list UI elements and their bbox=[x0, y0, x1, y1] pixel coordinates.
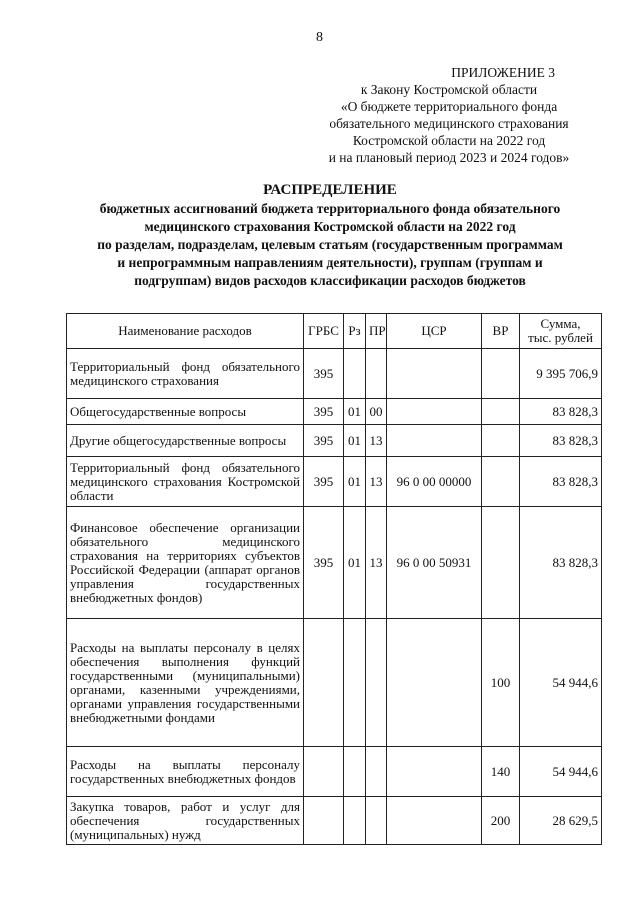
cell-name: Финансовое обеспечение организации обязательного медицинского страхования на территориях субъектов Российской Федерации (аппарат органов управления государственных внебюджетных фондов) bbox=[67, 507, 304, 619]
appendix-line: к Закону Костромской области bbox=[360, 82, 538, 97]
cell-sum: 83 828,3 bbox=[520, 457, 602, 507]
cell-rz: 01 bbox=[344, 425, 366, 457]
heading-line: по разделам, подразделам, целевым статьям (государственным программам bbox=[97, 237, 563, 252]
table-row bbox=[67, 425, 602, 457]
cell-pr bbox=[366, 797, 387, 845]
cell-pr: 13 bbox=[366, 425, 387, 457]
cell-grbs: 395 bbox=[304, 425, 344, 457]
heading-line: медицинского страхования Костромской области на 2022 год bbox=[144, 219, 516, 234]
cell-pr bbox=[366, 349, 387, 399]
cell-grbs bbox=[304, 797, 344, 845]
cell-sum: 9 395 706,9 bbox=[520, 349, 602, 399]
cell-grbs bbox=[304, 747, 344, 797]
cell-grbs: 395 bbox=[304, 399, 344, 425]
cell-pr: 00 bbox=[366, 399, 387, 425]
cell-csr bbox=[387, 349, 482, 399]
table-row bbox=[67, 349, 602, 399]
cell-name: Общегосударственные вопросы bbox=[67, 399, 304, 425]
cell-rz: 01 bbox=[344, 399, 366, 425]
budget-table bbox=[66, 313, 602, 845]
cell-vr bbox=[482, 457, 520, 507]
page-number: 8 bbox=[316, 30, 323, 45]
appendix-title: ПРИЛОЖЕНИЕ 3 bbox=[451, 65, 555, 80]
appendix-line: «О бюджете территориального фонда bbox=[340, 99, 558, 114]
table-row bbox=[67, 619, 602, 747]
cell-grbs bbox=[304, 619, 344, 747]
cell-rz bbox=[344, 747, 366, 797]
cell-vr bbox=[482, 507, 520, 619]
cell-vr bbox=[482, 349, 520, 399]
cell-csr bbox=[387, 747, 482, 797]
cell-sum: 28 629,5 bbox=[520, 797, 602, 845]
table-row bbox=[67, 797, 602, 845]
appendix-line: Костромской области на 2022 год bbox=[352, 133, 546, 148]
header-grbs: ГРБС bbox=[304, 314, 344, 349]
cell-vr bbox=[482, 425, 520, 457]
cell-rz bbox=[344, 797, 366, 845]
cell-name: Территориальный фонд обязательного медицинского страхования Костромской области bbox=[67, 457, 304, 507]
cell-sum: 83 828,3 bbox=[520, 425, 602, 457]
cell-vr bbox=[482, 399, 520, 425]
cell-rz: 01 bbox=[344, 507, 366, 619]
header-csr: ЦСР bbox=[387, 314, 482, 349]
cell-rz bbox=[344, 619, 366, 747]
cell-vr: 100 bbox=[482, 619, 520, 747]
cell-sum: 83 828,3 bbox=[520, 399, 602, 425]
cell-sum: 54 944,6 bbox=[520, 619, 602, 747]
cell-name: Расходы на выплаты персоналу государственных внебюджетных фондов bbox=[67, 747, 304, 797]
table-header-row bbox=[67, 314, 602, 349]
cell-csr bbox=[387, 797, 482, 845]
heading-line: бюджетных ассигнований бюджета территориального фонда обязательного bbox=[99, 201, 561, 216]
cell-csr bbox=[387, 425, 482, 457]
cell-name: Расходы на выплаты персоналу в целях обеспечения выполнения функций государственными (муниципальными) органами, казенными учреждениями, органами управления государственными внебюджетными фондами bbox=[67, 619, 304, 747]
cell-grbs: 395 bbox=[304, 457, 344, 507]
cell-grbs: 395 bbox=[304, 507, 344, 619]
cell-pr bbox=[366, 747, 387, 797]
table-row bbox=[67, 457, 602, 507]
appendix-line: обязательного медицинского страхования bbox=[329, 116, 569, 131]
cell-csr: 96 0 00 50931 bbox=[387, 507, 482, 619]
header-sum-line1: Сумма, bbox=[540, 316, 581, 331]
heading-title: РАСПРЕДЕЛЕНИЕ bbox=[263, 182, 397, 198]
table-row bbox=[67, 399, 602, 425]
table-row bbox=[67, 747, 602, 797]
table-row bbox=[67, 507, 602, 619]
cell-csr bbox=[387, 399, 482, 425]
cell-csr bbox=[387, 619, 482, 747]
cell-name: Закупка товаров, работ и услуг для обеспечения государственных (муниципальных) нужд bbox=[67, 797, 304, 845]
document-heading bbox=[60, 181, 600, 290]
appendix-line: и на плановый период 2023 и 2024 годов» bbox=[328, 150, 570, 165]
cell-pr: 13 bbox=[366, 457, 387, 507]
cell-csr: 96 0 00 00000 bbox=[387, 457, 482, 507]
cell-vr: 140 bbox=[482, 747, 520, 797]
cell-rz bbox=[344, 349, 366, 399]
cell-pr bbox=[366, 619, 387, 747]
heading-line: и непрограммным направлениям деятельности), группам (группам и bbox=[117, 255, 543, 270]
header-sum bbox=[520, 314, 602, 349]
cell-name: Территориальный фонд обязательного медицинского страхования bbox=[67, 349, 304, 399]
cell-sum: 83 828,3 bbox=[520, 507, 602, 619]
cell-sum: 54 944,6 bbox=[520, 747, 602, 797]
cell-rz: 01 bbox=[344, 457, 366, 507]
header-rz: Рз bbox=[344, 314, 366, 349]
cell-grbs: 395 bbox=[304, 349, 344, 399]
heading-line: подгруппам) видов расходов классификации расходов бюджетов bbox=[134, 273, 526, 288]
cell-name: Другие общегосударственные вопросы bbox=[67, 425, 304, 457]
cell-pr: 13 bbox=[366, 507, 387, 619]
cell-vr: 200 bbox=[482, 797, 520, 845]
appendix-block bbox=[299, 64, 599, 166]
header-vr: ВР bbox=[482, 314, 520, 349]
header-pr: ПР bbox=[366, 314, 387, 349]
header-name: Наименование расходов bbox=[67, 314, 304, 349]
header-sum-line2: тыс. рублей bbox=[528, 330, 593, 345]
